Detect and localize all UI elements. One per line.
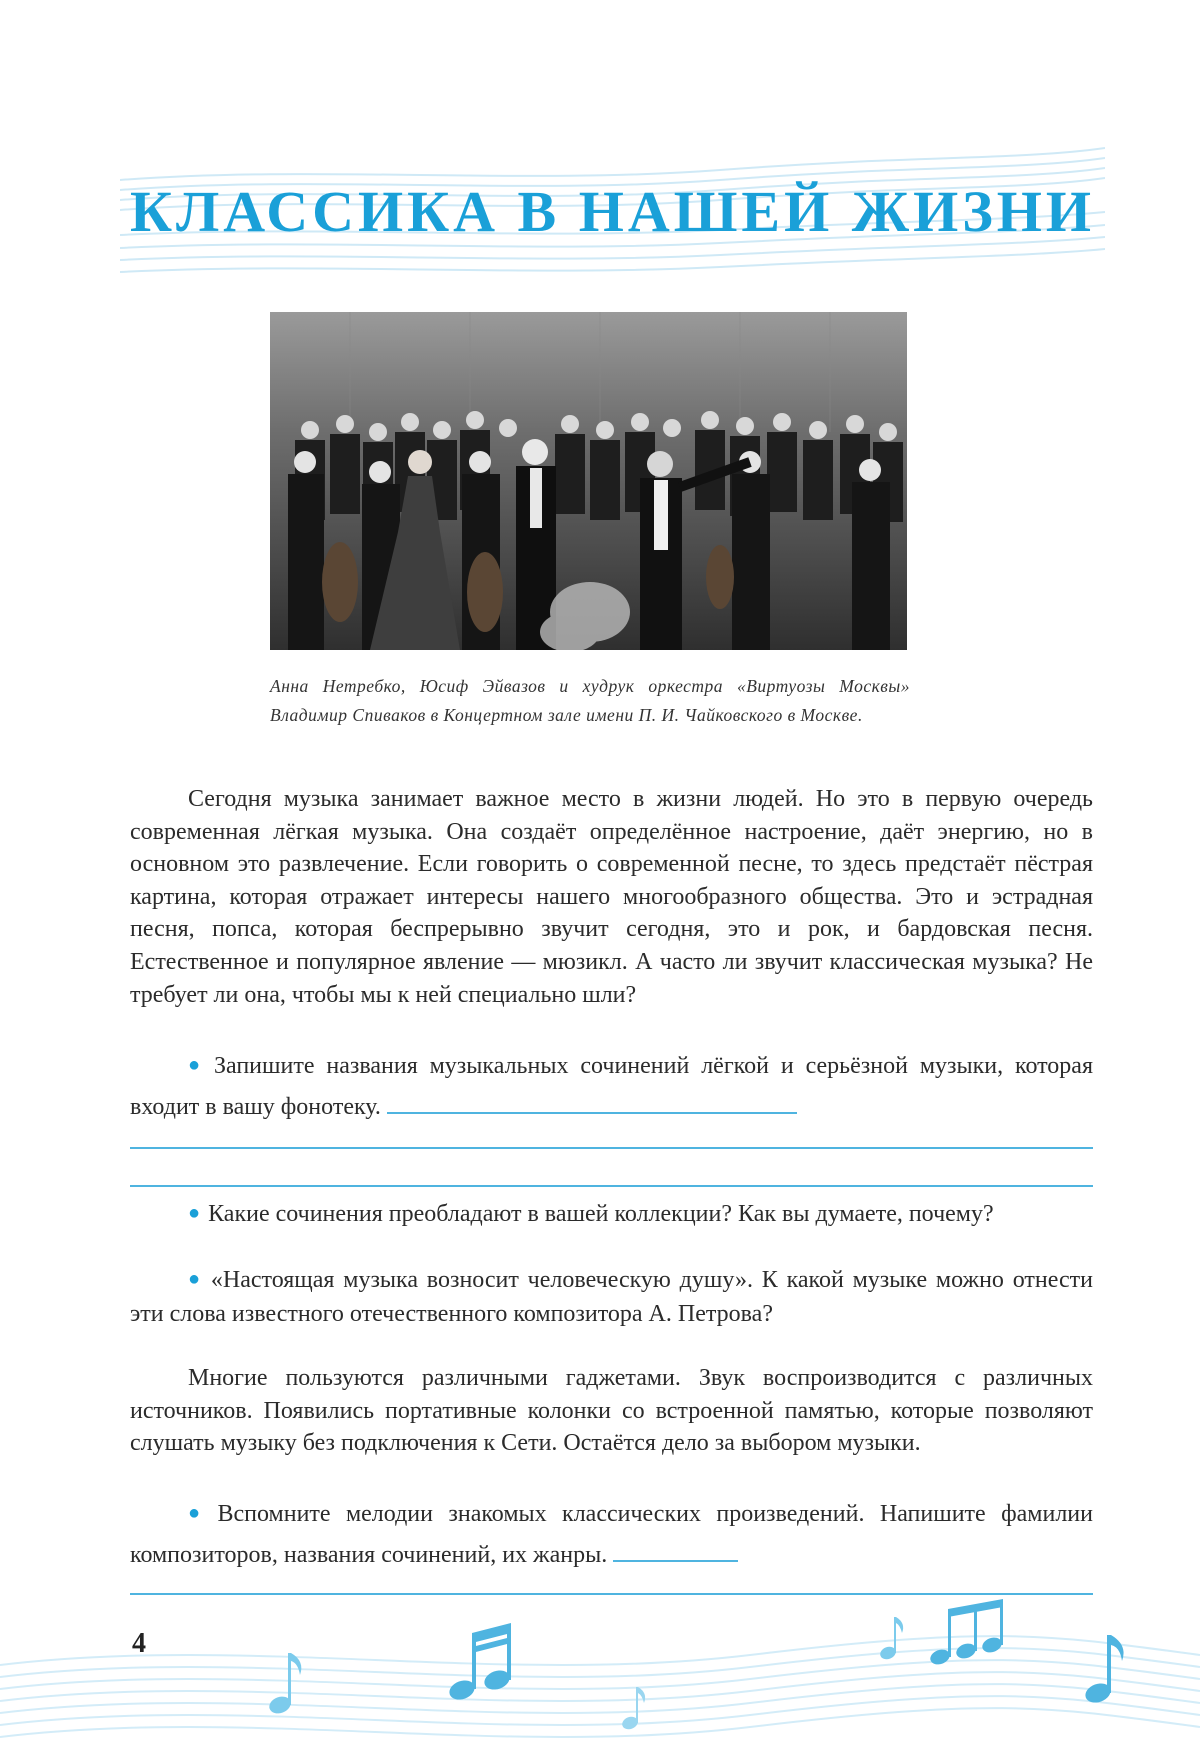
music-note-icon (1083, 1635, 1124, 1706)
answer-line-2[interactable] (130, 1185, 1093, 1187)
answer-blank-inline[interactable] (387, 1111, 797, 1114)
answer-line-1[interactable] (130, 1147, 1093, 1149)
bullet-dot-icon: ● (188, 1202, 201, 1224)
music-note-icon (267, 1653, 301, 1716)
music-note-icon (620, 1687, 645, 1731)
answer-blank-inline[interactable] (613, 1559, 738, 1562)
page-title: КЛАССИКА В НАШЕЙ ЖИЗНИ (129, 179, 1096, 244)
bullet-dot-icon: ● (188, 1054, 206, 1076)
bullet-dot-icon: ● (188, 1502, 210, 1524)
photo-caption: Анна Нетребко, Юсиф Эйвазов и худрук оркестра «Виртуозы Москвы» Владимир Спиваков в Концертном зале имени П. И. Чайковского в Москве. (270, 676, 910, 725)
question-text: Какие сочинения преобладают в вашей коллекции? Как вы думаете, почему? (208, 1201, 994, 1227)
task-text: Запишите названия музыкальных сочинений лёгкой и серьёзной музыки, которая входит в вашу фонотеку. (130, 1053, 1093, 1120)
footer-decoration (0, 1595, 1200, 1761)
paragraph-intro: Сегодня музыка занимает важное место в жизни людей. Но это в первую очередь современная лёгкая музыка. Она создаёт определённое настроение, даёт энергию, но в основном это развлечение. Если говорить о современной песне, то здесь предстаёт пёстрая картина, которая отражает интересы нашего многообразного общества. Это и эстрадная песня, попса, которая беспрерывно звучит сегодня, это и рок, и бардовская песня. Естественное и популярное явление — мюзикл. А часто ли звучит классическая музыка? Не требует ли она, чтобы мы к ней специально шли? (130, 786, 1093, 1008)
orchestra-photo (270, 312, 907, 650)
beamed-notes-icon (928, 1599, 1004, 1667)
paragraph-gadgets: Многие пользуются различными гаджетами. Звук воспроизводится с различных источников. Появились портативные колонки со встроенной памятью, которые позволяют слушать музыку без подключения к Сети. Остаётся дело за выбором музыки. (130, 1365, 1093, 1457)
page-number: 4 (132, 1628, 146, 1659)
task-write-titles (130, 1046, 1093, 1127)
question-collection (130, 1198, 1093, 1232)
task-text: Вспомните мелодии знакомых классических произведений. Напишите фамилии композиторов, названия сочинений, их жанры. (130, 1501, 1093, 1568)
question-quote (130, 1264, 1093, 1330)
bullet-dot-icon: ● (188, 1268, 203, 1290)
task-remember-melodies (130, 1494, 1093, 1575)
question-text: «Настоящая музыка возносит человеческую душу». К какой музыке можно отнести эти слова известного отечественного композитора А. Петрова? (130, 1267, 1093, 1327)
title-band (120, 140, 1105, 300)
